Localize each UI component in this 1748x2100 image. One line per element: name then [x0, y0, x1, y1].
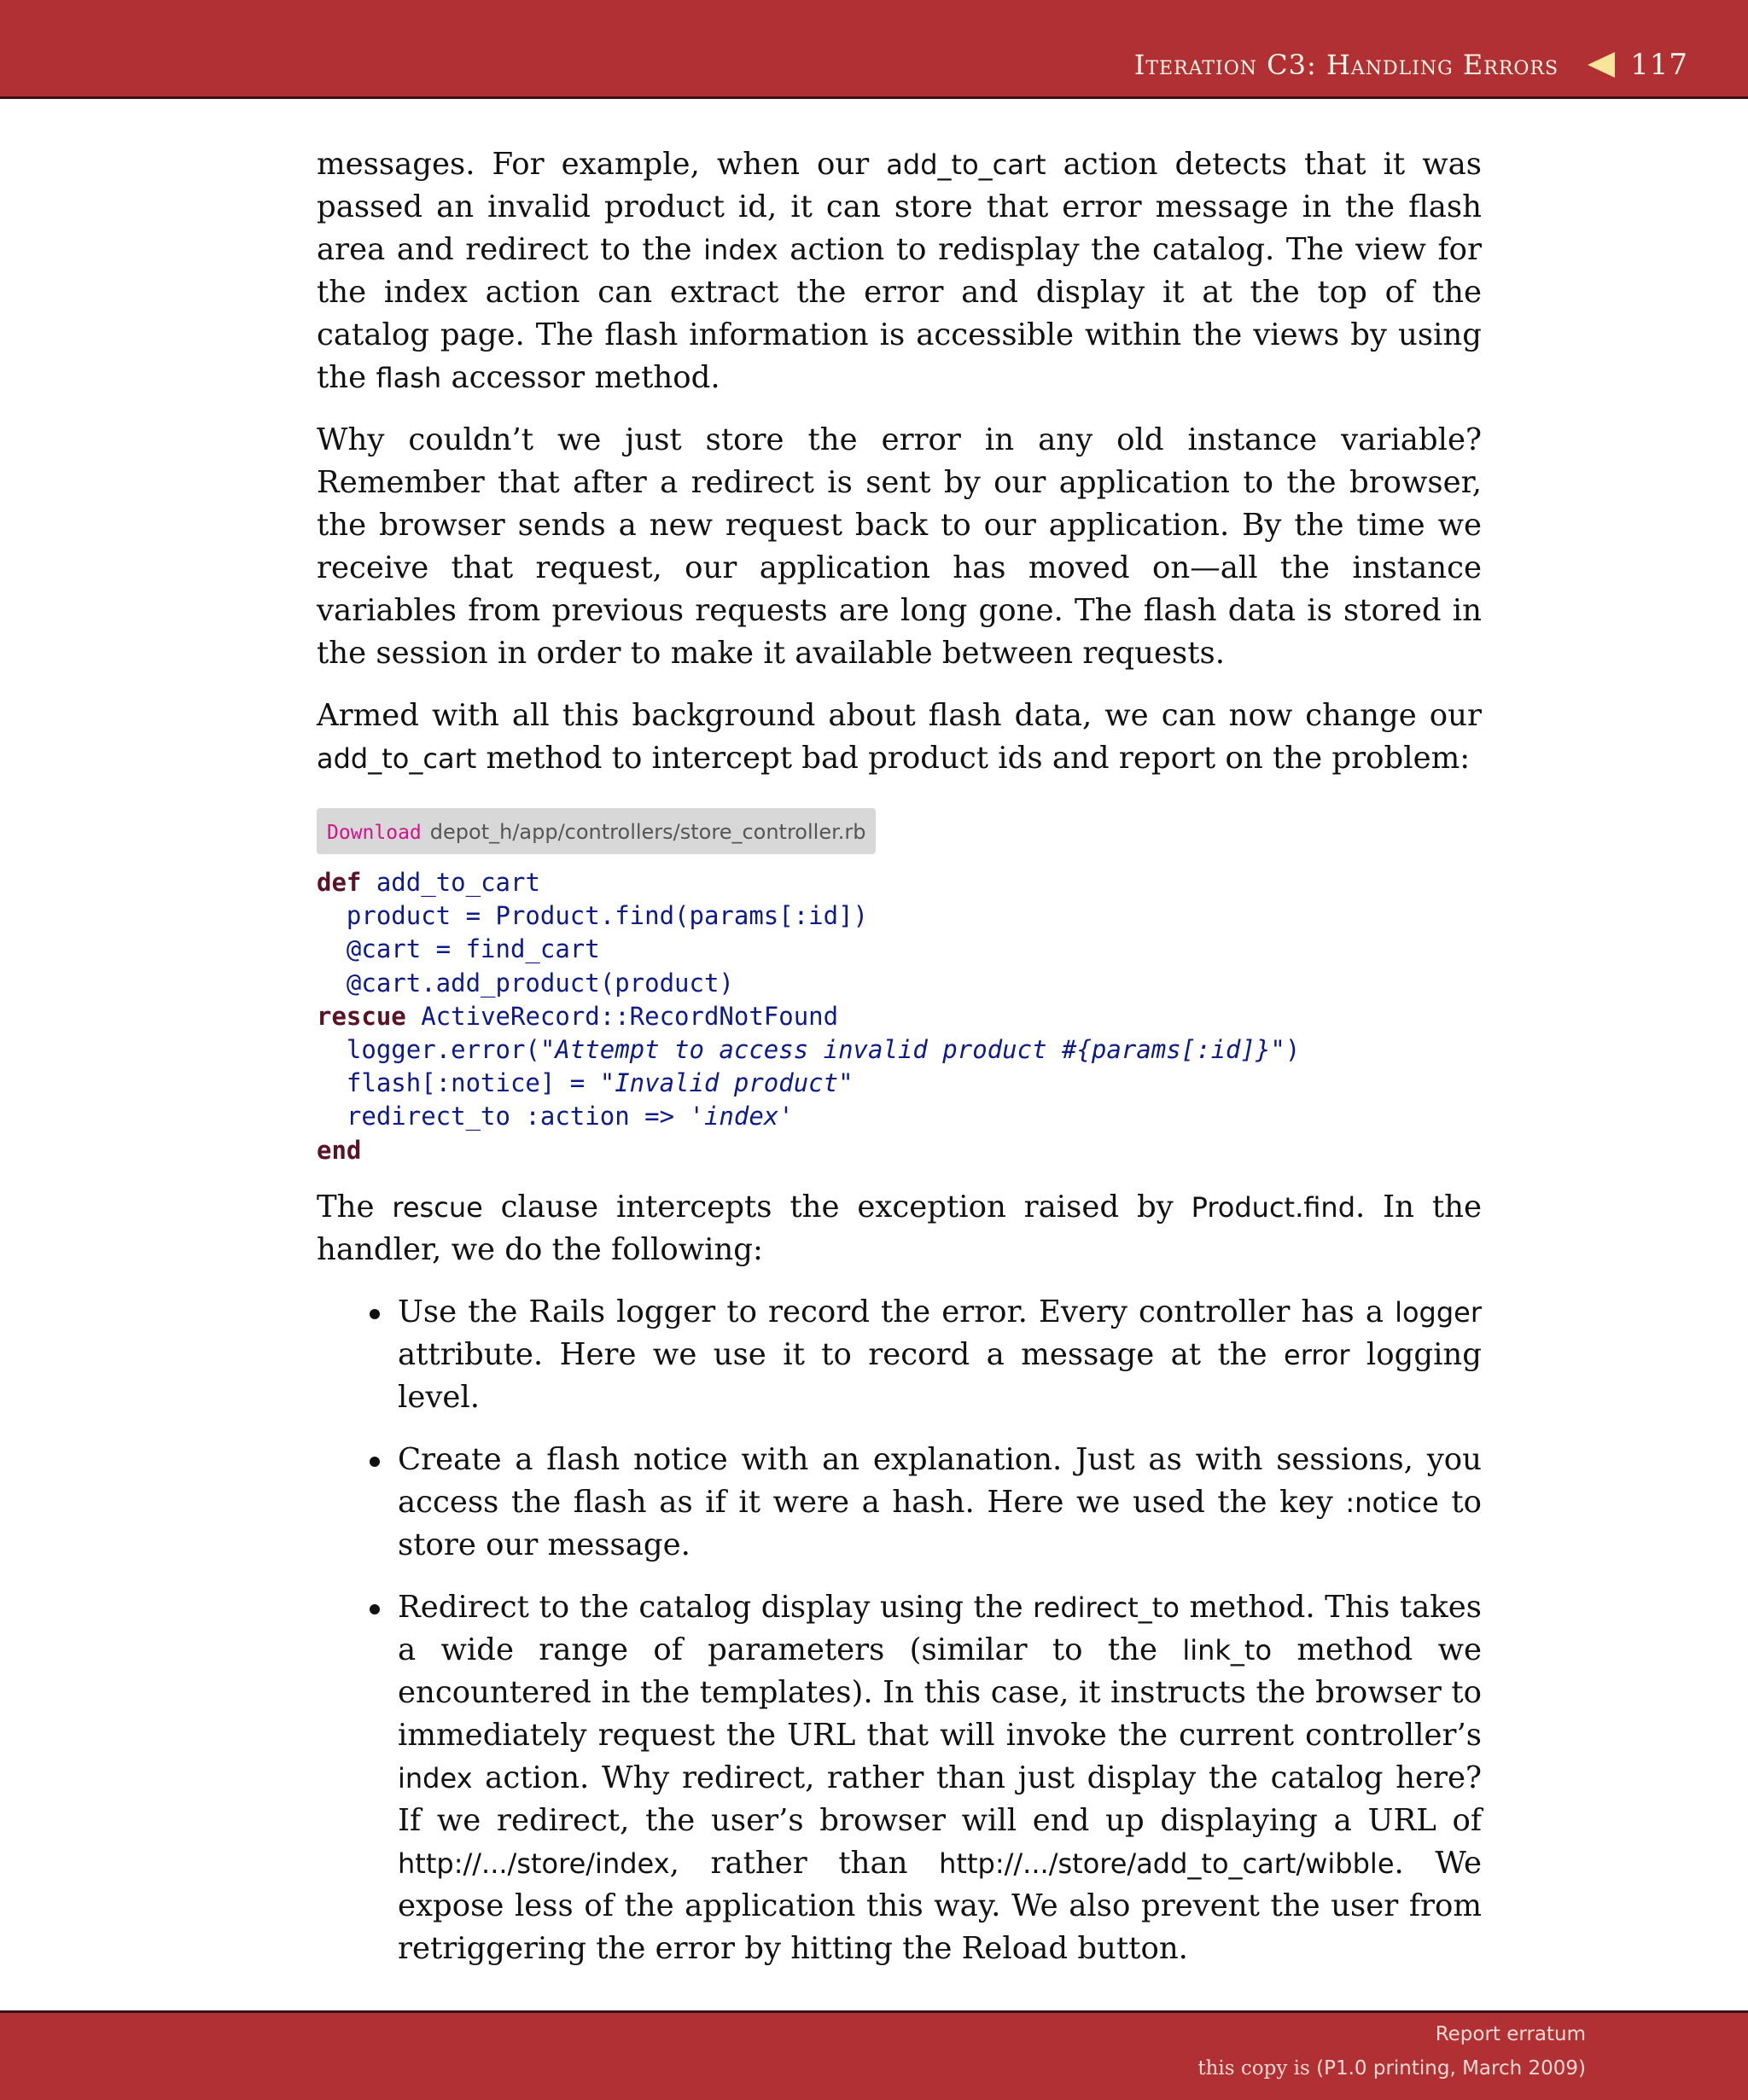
list-item — [398, 1586, 1482, 1970]
inline-code: rescue — [392, 1190, 483, 1224]
printing-info: (P1.0 printing, March 2009) — [1316, 2057, 1586, 2080]
inline-code: redirect_to — [1033, 1591, 1180, 1624]
report-erratum-link[interactable]: Report erratum — [1435, 2023, 1586, 2045]
inline-code: index — [703, 234, 778, 266]
copy-info — [1197, 2057, 1586, 2080]
text-run: attribute. Here we use it to record a message at the — [398, 1336, 1285, 1372]
inline-code: index — [398, 1761, 473, 1795]
text-run: Create a flash notice with an explanation. Just as with sessions, you access the flash as if it were a hash. Here we used the key — [398, 1441, 1482, 1520]
page-footer — [0, 2010, 1748, 2100]
text-run: method. This takes a wide range of parameters (similar to the — [398, 1589, 1482, 1667]
text-run: action to redisplay the catalog. The view for the index action can extract the error and display it at the top of the catalog page. The flash information is accessible within the views by using the — [317, 232, 1482, 395]
paragraph-2: Why couldn’t we just store the error in any old instance variable? Remember that after a redirect is sent by our application to the browser, the browser sends a new request back to our application. By the time we receive that request, our application has moved on—all the instance variables from previous requests are long gone. The flash data is stored in the session in order to make it available between requests. — [317, 422, 1482, 671]
text-run: , rather than — [669, 1845, 940, 1881]
triangle-left-icon — [1588, 52, 1615, 78]
text-run: method we encountered in the templates). In this case, it instructs the browser to immediately request the URL that will invoke the current controller’s — [398, 1632, 1482, 1753]
code-text: ActiveRecord::RecordNotFound — [405, 1001, 839, 1031]
page-header — [0, 0, 1748, 99]
code-keyword: def — [317, 868, 362, 897]
paragraph-1 — [317, 143, 1482, 399]
text-run: The — [317, 1189, 393, 1225]
bullet-list — [317, 1291, 1482, 1970]
page-body — [317, 143, 1482, 1990]
text-run: accessor method. — [441, 360, 720, 395]
inline-code: flash — [376, 362, 442, 394]
inline-code: add_to_cart — [317, 742, 477, 775]
text-run: . In the handler, we do the following: — [317, 1189, 1483, 1267]
text-run: action. Why redirect, rather than just display the catalog here? If we redirect, the user’s browser will end up displaying a URL of — [398, 1760, 1482, 1838]
paragraph-3 — [317, 695, 1482, 780]
code-string: 'index' — [689, 1102, 794, 1131]
code-text: flash[:notice] = — [317, 1068, 600, 1098]
code-line: @cart.add_product(product) — [317, 968, 734, 998]
inline-code: logger — [1395, 1295, 1482, 1329]
download-tag[interactable] — [317, 808, 876, 854]
code-text: logger.error( — [317, 1035, 540, 1065]
text-run: to store our message. — [398, 1484, 1482, 1562]
code-line: @cart = find_cart — [317, 934, 600, 964]
text-run: clause intercepts the exception raised by — [482, 1189, 1192, 1225]
text-run: action detects that it was passed an invalid product id, it can store that error message in the flash area and redirect to the — [317, 147, 1482, 267]
inline-code: http://.../store/add_to_cart/wibble — [939, 1847, 1395, 1880]
text-run: Armed with all this background about flash data, we can now change our — [317, 698, 1482, 733]
code-text: ) — [1285, 1035, 1301, 1065]
inline-code: link_to — [1182, 1633, 1273, 1667]
inline-code: add_to_cart — [886, 148, 1046, 181]
inline-code: Product.find — [1191, 1190, 1356, 1224]
text-run: . We expose less of the application this way. We also prevent the user from retriggering the error by hitting the Reload button. — [398, 1845, 1483, 1966]
code-text: redirect_to :action => — [317, 1102, 690, 1131]
text-run: logging level. — [398, 1336, 1483, 1415]
copy-prefix: this copy is — [1197, 2057, 1317, 2080]
text-run: messages. For example, when our — [317, 147, 887, 182]
text-run: Redirect to the catalog display using the — [398, 1589, 1034, 1625]
running-head-title: Iteration C3: Handling Errors — [1133, 49, 1559, 81]
page-number: 117 — [1630, 48, 1688, 82]
code-string: "Invalid product" — [599, 1068, 854, 1098]
text-run: Use the Rails logger to record the error. Every controller has a — [398, 1294, 1395, 1329]
code-text: add_to_cart — [361, 868, 540, 897]
download-path: depot_h/app/controllers/store_controller.rb — [429, 820, 866, 844]
paragraph-4 — [317, 1186, 1482, 1271]
code-keyword: end — [317, 1135, 362, 1165]
code-string: "Attempt to access invalid product #{params[:id]}" — [539, 1035, 1285, 1065]
code-listing — [317, 866, 1482, 1167]
download-label[interactable]: Download — [327, 822, 422, 844]
list-item — [398, 1291, 1482, 1419]
inline-code: error — [1284, 1338, 1350, 1371]
code-keyword: rescue — [317, 1001, 406, 1031]
inline-code: :notice — [1345, 1486, 1439, 1519]
code-line: product = Product.find(params[:id]) — [317, 901, 869, 931]
running-head — [1134, 48, 1688, 82]
list-item — [398, 1439, 1482, 1567]
text-run: method to intercept bad product ids and report on the problem: — [476, 741, 1471, 776]
inline-code: http://.../store/index — [398, 1847, 670, 1880]
